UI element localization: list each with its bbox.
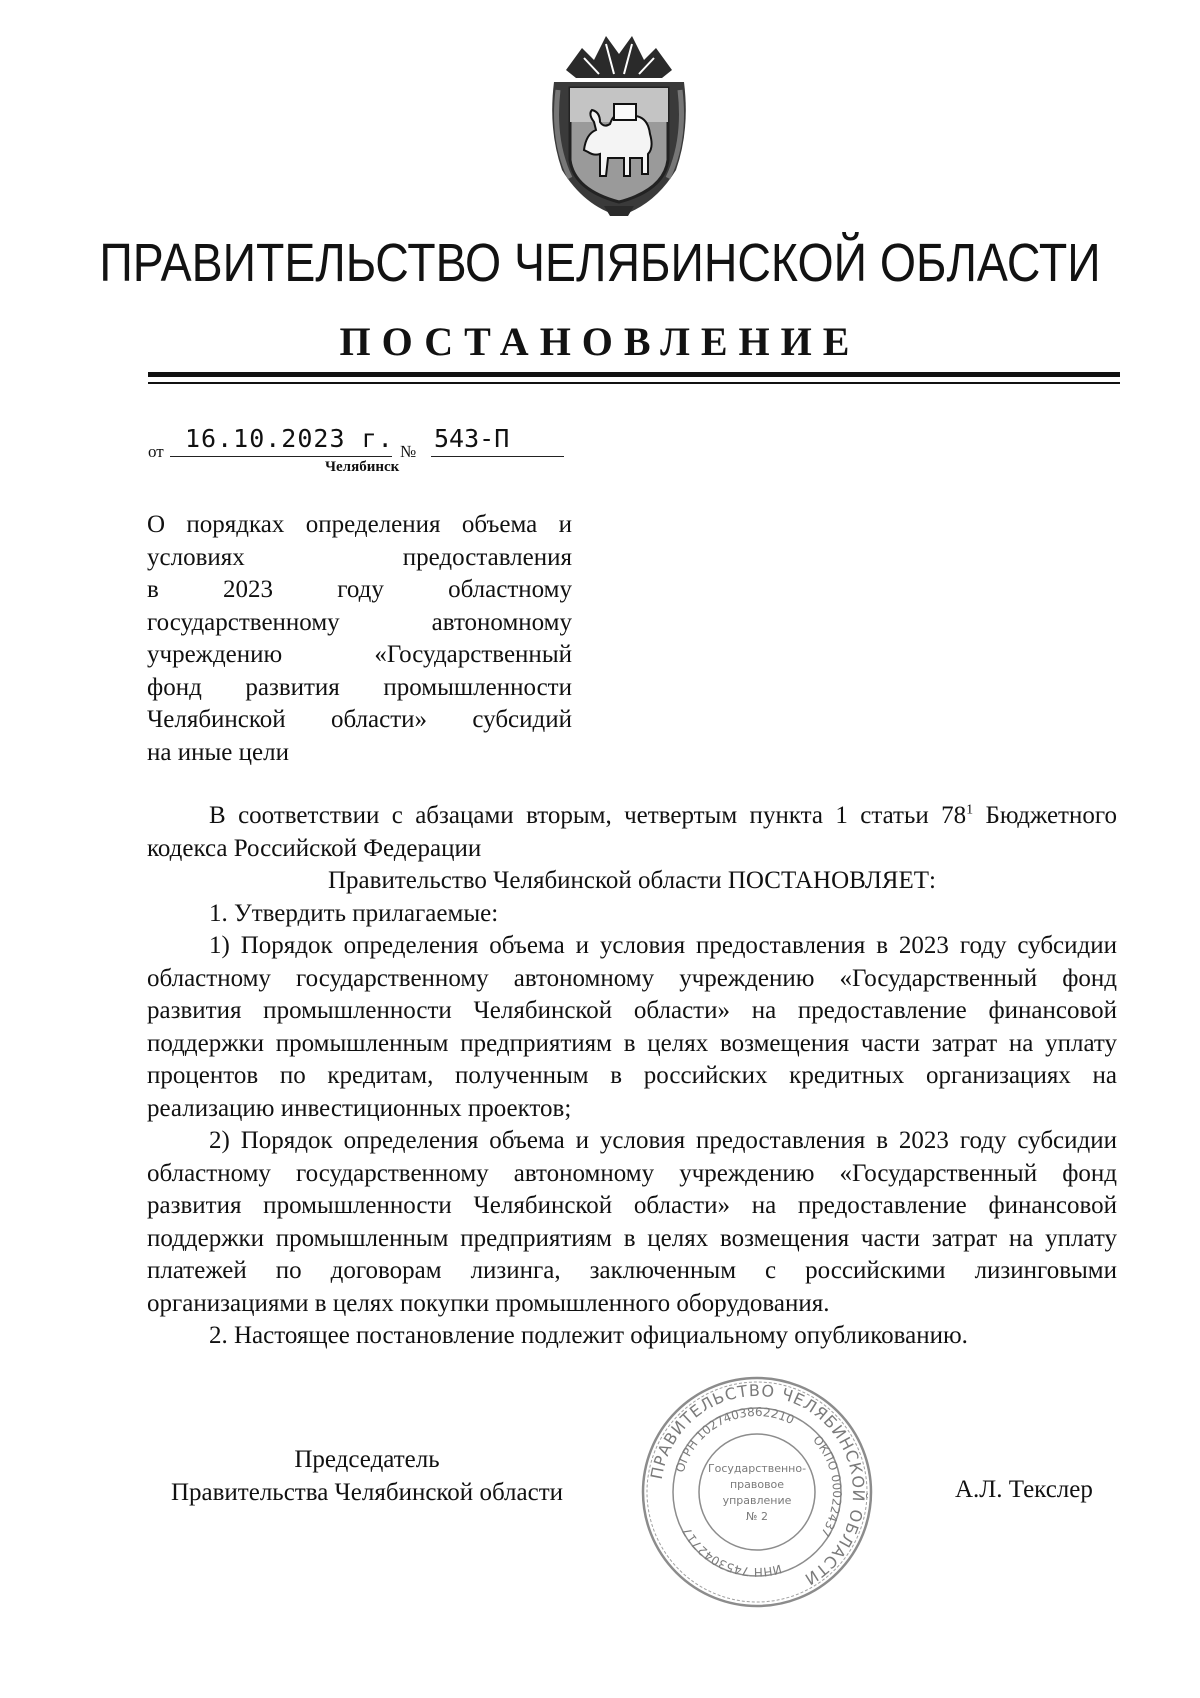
svg-text:ИНН 7453042717 [680,1525,784,1579]
signatory-title [147,1443,587,1509]
document-body [147,800,1117,1353]
header-rule-thin [148,382,1120,384]
stamp-center-line: Государственно- [707,1462,807,1475]
signatory-title-line: Правительства Челябинской области [170,1479,564,1506]
intro-superscript: 1 [966,802,974,818]
coat-of-arms-emblem [544,30,694,220]
decree-line: Правительство Челябинской области ПОСТАНОВЛЯЕТ: [328,867,936,894]
document-type: ПОСТАНОВЛЕНИЕ [339,319,861,364]
document-subject [147,509,572,769]
intro-paragraph [147,800,1117,865]
stamp-ogrn: ОГРН 1027403862210 [672,1404,797,1475]
subject-line: Челябинской области» субсидий [147,706,572,733]
city-label: Челябинск [325,459,400,475]
organization-title: ПРАВИТЕЛЬСТВО ЧЕЛЯБИНСКОЙ ОБЛАСТИ [99,233,1101,293]
document-date: 16.10.2023 г. [185,424,394,453]
signatory-name: А.Л. Текслер [955,1476,1093,1503]
official-stamp-seal [637,1372,877,1612]
document-number: 543-П [434,424,510,453]
date-prefix: от [148,442,164,461]
signatory-title-line: Председатель [294,1446,440,1473]
subject-line: условиях предоставления [147,543,572,571]
subject-line: на иные цели [147,738,289,766]
header-rule-thick [148,372,1120,377]
item-1: 1. Утвердить прилагаемые: [209,899,499,927]
stamp-center-line: управление [722,1494,792,1507]
item-1-1: 1) Порядок определения объема и условия предоставления в 2023 году субсидии областному государственному автономному учреждению «Государственный фонд развития промышленности Челябинской области» на предоставление финансовой поддержки промышленным предприятиям в целях возмещения части затрат на уплату процентов по кредитам, полученным в российских кредитных организациях на реализацию инвестиционных проектов; [147,932,1117,1122]
intro-tail: Бюджетного кодекса Российской Федерации [147,802,1117,862]
subject-line: государственному автономному [147,608,572,636]
subject-line: в 2023 году областному [147,576,572,603]
subject-line: О порядках определения объема и [147,511,572,538]
item-1-2: 2) Порядок определения объема и условия предоставления в 2023 году субсидии областному государственному автономному учреждению «Государственный фонд развития промышленности Челябинской области» на предоставление финансовой поддержки промышленным предприятиям в целях возмещения части затрат на уплату платежей по договорам лизинга, заключенным с российскими лизинговыми организациями в целях покупки промышленного оборудования. [147,1127,1117,1317]
item-2: 2. Настоящее постановление подлежит официальному опубликованию. [209,1322,968,1349]
subject-line: фонд развития промышленности [147,673,572,701]
subject-line: учреждению «Государственный [147,641,572,668]
intro-text: В соответствии с абзацами вторым, четвертым пункта 1 статьи 78 [209,802,967,829]
date-underline [170,456,392,457]
stamp-inn: ИНН 7453042717 [679,1525,784,1580]
stamp-ring-text: ПРАВИТЕЛЬСТВО ЧЕЛЯБИНСКОЙ ОБЛАСТИ [646,1380,869,1590]
stamp-center-line: № 2 [746,1510,768,1523]
stamp-okpo: ОКПО 00022437 [810,1432,845,1540]
number-prefix: № [400,442,417,461]
stamp-center-line: правовое [729,1478,785,1491]
number-underline [431,456,564,457]
